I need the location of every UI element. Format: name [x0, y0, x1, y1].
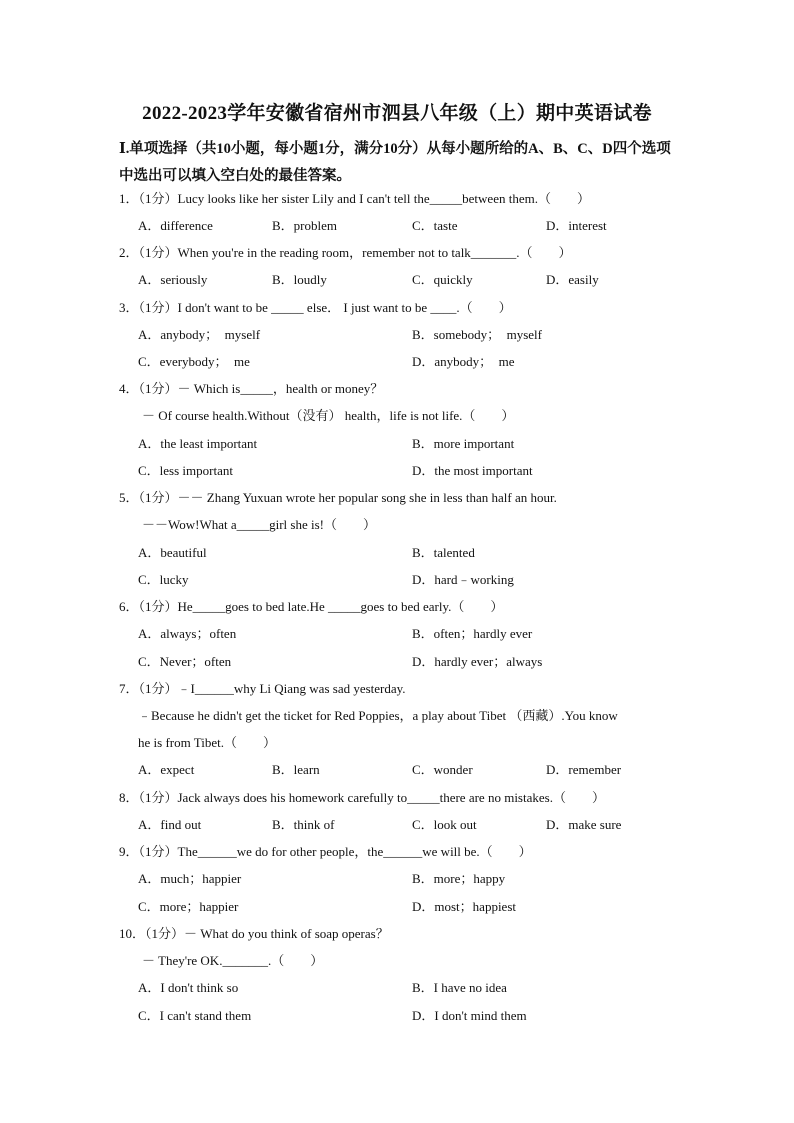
q1-option-c: C．taste [412, 218, 458, 233]
q1-option-b: B．problem [272, 218, 337, 233]
q7-option-d: D．remember [546, 762, 622, 777]
q3-option-a: A．anybody； myself [138, 327, 261, 342]
q9-option-c: C．more；happier [138, 899, 239, 914]
q8-option-a: A．find out [138, 817, 202, 832]
section-instructions: Ⅰ.单项选择（共10小题，每小题1分，满分10分）从每小题所给的A、B、C、D四个选项中选出可以填入空白处的最佳答案。 [119, 141, 671, 184]
q5-option-d: D．hard﹣working [412, 572, 514, 587]
q2-option-a: A．seriously [138, 272, 208, 287]
q2-option-d: D．easily [546, 272, 599, 287]
q7-option-a: A．expect [138, 762, 195, 777]
question-7-line-3: he is from Tibet.（ ） [138, 735, 276, 750]
q1-option-d: D．interest [546, 218, 607, 233]
q1-option-a: A．difference [138, 218, 213, 233]
question-5-line-2: －－Wow!What a_____girl she is!（ ） [142, 517, 377, 532]
question-9-stem: 9．（1分）The______we do for other people，the______we will be.（ ） [119, 844, 532, 859]
q8-option-d: D．make sure [546, 817, 622, 832]
q6-option-d: D．hardly ever；always [412, 654, 543, 669]
q5-option-c: C．lucky [138, 572, 189, 587]
q2-option-c: C．quickly [412, 272, 473, 287]
q7-option-b: B．learn [272, 762, 320, 777]
q6-option-b: B．often；hardly ever [412, 626, 533, 641]
q10-option-b: B．I have no idea [412, 980, 507, 995]
q10-option-a: A．I don't think so [138, 980, 239, 995]
q3-option-c: C．everybody； me [138, 354, 250, 369]
question-2-stem: 2．（1分）When you're in the reading room，remember not to talk_______.（ ） [119, 245, 572, 260]
q4-option-a: A．the least important [138, 436, 258, 451]
q4-option-d: D．the most important [412, 463, 533, 478]
question-4-stem: 4．（1分）－ Which is_____，health or money？ [119, 381, 384, 396]
question-7-line-2: ﹣Because he didn't get the ticket for Red Poppies，a play about Tibet （西藏）.You know [138, 708, 618, 723]
q5-option-a: A．beautiful [138, 545, 207, 560]
question-3-stem: 3．（1分）I don't want to be _____ else． I just want to be ____.（ ） [119, 300, 512, 315]
q5-option-b: B．talented [412, 545, 475, 560]
q2-option-b: B．loudly [272, 272, 327, 287]
q9-option-a: A．much；happier [138, 871, 242, 886]
q4-option-c: C．less important [138, 463, 233, 478]
q4-option-b: B．more important [412, 436, 515, 451]
q9-option-d: D．most；happiest [412, 899, 516, 914]
q9-option-b: B．more；happy [412, 871, 506, 886]
q7-option-c: C．wonder [412, 762, 473, 777]
q6-option-a: A．always；often [138, 626, 237, 641]
q3-option-d: D．anybody； me [412, 354, 515, 369]
q8-option-b: B．think of [272, 817, 335, 832]
q8-option-c: C．look out [412, 817, 477, 832]
question-1-stem: 1．（1分）Lucy looks like her sister Lily and I can't tell the_____between them.（ ） [119, 191, 590, 206]
q10-option-d: D．I don't mind them [412, 1008, 527, 1023]
page-title: 2022-2023学年安徽省宿州市泗县八年级（上）期中英语试卷 [142, 103, 652, 124]
question-8-stem: 8．（1分）Jack always does his homework carefully to_____there are no mistakes.（ ） [119, 790, 605, 805]
q6-option-c: C．Never；often [138, 654, 232, 669]
q10-option-c: C．I can't stand them [138, 1008, 252, 1023]
question-5-stem: 5．（1分）－－ Zhang Yuxuan wrote her popular song she in less than half an hour. [119, 490, 557, 505]
question-10-stem: 10．（1分）－ What do you think of soap operas？ [119, 926, 389, 941]
question-7-stem: 7．（1分）﹣I______why Li Qiang was sad yesterday. [119, 681, 406, 696]
question-10-line-2: － They're OK._______.（ ） [142, 953, 324, 968]
question-6-stem: 6．（1分）He_____goes to bed late.He _____goes to bed early.（ ） [119, 599, 504, 614]
q3-option-b: B．somebody； myself [412, 327, 542, 342]
question-4-line-2: － Of course health.Without（没有） health，life is not life.（ ） [142, 408, 515, 423]
